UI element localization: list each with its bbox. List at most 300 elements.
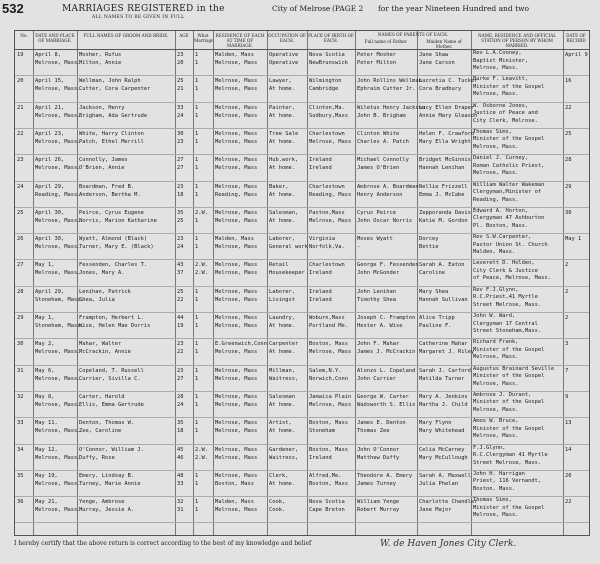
entry-birth-line: Sudbury,Mass <box>309 112 348 119</box>
entry-what-line: 2.W. <box>195 262 208 269</box>
entry-mother-line: Mary McCullough <box>419 454 468 461</box>
entry-occ <box>269 498 306 514</box>
entry-officiant-line: Minister of the Gospel <box>473 346 545 353</box>
register-entry-row <box>15 286 589 312</box>
entry-birth-line: NewBrunswick <box>309 60 348 66</box>
entry-occ-line: At home. <box>269 191 295 198</box>
entry-no <box>17 498 32 506</box>
entry-res-line: Melrose, Mass <box>215 323 258 329</box>
entry-res-line: Melrose, Mass <box>215 138 258 145</box>
certification-text: I hereby certify that the above return is correct according to the best of my knowledge and belief <box>14 540 312 547</box>
entry-age-line: 46 <box>177 454 184 461</box>
entry-names-line: Carter, Harold <box>79 393 125 400</box>
entry-birth-line: Ireland <box>309 270 332 277</box>
entry-occ-line: At home. <box>269 112 295 119</box>
entry-res-line: Melrose, Mass <box>215 157 258 164</box>
entry-names <box>79 209 174 225</box>
entry-father-line: Moses Wyatt <box>357 236 393 243</box>
entry-date-line: April 21, <box>35 104 65 111</box>
entry-no-line: 31 <box>17 367 24 374</box>
entry-res-line: Boston, Mass <box>215 480 254 487</box>
column-header: FULL NAMES OF GROOM AND BRIDE. <box>83 33 169 38</box>
entry-date-line: May 21, <box>35 499 58 506</box>
register-entry-row <box>15 470 589 496</box>
entry-names <box>79 498 174 514</box>
column-header: RESIDENCE OF EACH AT TIME OF MARRIAGE. <box>215 33 265 48</box>
entry-date-line: April 29, <box>35 183 65 190</box>
entry-res-line: Melrose, Mass <box>215 217 258 224</box>
register-entry-row <box>15 391 589 417</box>
entry-rec <box>565 498 588 506</box>
entry-age <box>177 393 192 409</box>
column-header: No. <box>20 33 28 38</box>
entry-what-line: 2.W. <box>195 270 208 277</box>
register-table <box>14 30 590 536</box>
entry-no <box>17 393 32 401</box>
entry-age-line: 25 <box>177 78 184 85</box>
entry-rec <box>565 235 588 243</box>
entry-rec <box>565 472 588 480</box>
entry-rec-line: 14 <box>565 446 572 453</box>
entry-rec-line: 22 <box>565 104 572 111</box>
entry-what <box>195 393 212 409</box>
entry-res <box>215 367 266 383</box>
entry-mother-line: Sarah A. Maxwell <box>419 472 471 479</box>
entry-father-line: George W. Carter <box>357 393 409 400</box>
entry-names <box>79 156 174 172</box>
entry-what-line: 2.W. <box>195 209 208 216</box>
entry-names-line: Emery, Lindsay B. <box>79 472 135 479</box>
entry-father-line: John O'Connor <box>357 446 400 453</box>
entry-birth-line: Norwich,Conn <box>309 375 348 382</box>
entry-date-line: Melrose, Mass. <box>35 507 81 514</box>
entry-occ-line: At home. <box>269 480 295 487</box>
entry-officiant-line: Minister of the Gospel <box>473 136 545 143</box>
entry-age-line: 32 <box>177 499 184 506</box>
entry-birth-line: Ireland <box>309 288 332 295</box>
entry-names-line: Murray, Jessie A. <box>79 507 135 514</box>
entry-officiant-line: Pl. Boston, Mass. <box>473 222 529 229</box>
entry-no <box>17 314 32 322</box>
entry-names <box>79 51 174 67</box>
entry-age-line: 35 <box>177 209 184 216</box>
parents-group-header: NAMES OF PARENTS OF EACH. <box>377 32 449 37</box>
entry-occ <box>269 261 306 277</box>
register-year: for the year Nineteen Hundred and two <box>378 4 530 13</box>
entry-mother-line: Lucretia C. Tucker <box>419 78 478 85</box>
entry-mother <box>419 446 470 462</box>
entry-birth <box>309 367 354 383</box>
entry-birth <box>309 288 354 304</box>
entry-birth-line: Stoneham <box>309 428 335 435</box>
entry-res <box>215 261 266 277</box>
entry-res-line: Melrose, Mass <box>215 104 258 111</box>
entry-occ <box>269 77 306 93</box>
entry-what <box>195 314 212 330</box>
entry-father <box>357 288 416 304</box>
entry-date-line: May 1, <box>35 315 55 321</box>
entry-occ-line: Clerk, <box>269 472 289 479</box>
entry-res-line: Melrose, Mass <box>215 349 258 356</box>
entry-occ <box>269 340 306 356</box>
entry-father-line: Matthew Duffy <box>357 454 400 461</box>
entry-age <box>177 77 192 93</box>
entry-age-line: 23 <box>177 367 184 374</box>
entry-mother-line: Hannah Sullivan <box>419 296 468 303</box>
entry-officiant <box>473 50 562 73</box>
entry-res <box>215 393 266 409</box>
entry-age-line: 27 <box>177 375 184 382</box>
entry-mother-line: Celia McCarney <box>419 446 465 453</box>
entry-mother <box>419 209 470 225</box>
entry-res <box>215 314 266 330</box>
register-entry-row <box>15 496 589 522</box>
entry-date <box>35 183 81 199</box>
entry-birth-line: Boston, Mass <box>309 446 348 453</box>
entry-father <box>357 77 422 93</box>
entry-father-line: Joseph C. Frampton <box>357 315 416 321</box>
entry-what-line: 1 <box>195 52 199 58</box>
entry-res-line: Malden, Mass <box>215 499 254 506</box>
entry-no <box>17 235 32 243</box>
entry-no <box>17 104 32 112</box>
entry-mother-line: Helen F. Crawford <box>419 130 475 137</box>
register-city: City of Melrose <box>272 4 331 13</box>
entry-res <box>215 288 266 304</box>
entry-birth-line: Norfolk,Va. <box>309 244 345 251</box>
entry-officiant <box>473 129 562 152</box>
entry-rec <box>565 288 588 296</box>
entry-no-line: 33 <box>17 420 24 427</box>
entry-date-line: April 30, <box>35 236 65 243</box>
entry-res <box>215 209 266 225</box>
entry-rec <box>565 367 588 375</box>
entry-officiant-line: William Walter Wakeman <box>473 181 545 188</box>
entry-occ-line: Hub.work, <box>269 157 299 164</box>
entry-officiant-line: Melrose, Mass. <box>473 354 519 361</box>
entry-occ-line: At home. <box>269 349 295 356</box>
entry-birth-line: Boston, Mass <box>309 341 348 348</box>
entry-officiant-line: F.J.Glynn, <box>473 444 506 451</box>
entry-rec-line: 13 <box>565 420 572 427</box>
entry-mother <box>419 340 475 356</box>
entry-father <box>357 156 416 172</box>
entry-what-line: 1 <box>195 217 199 224</box>
entry-mother-line: Hannah Lenihan <box>419 165 465 172</box>
entry-names-line: Fessenden, Charles T. <box>79 262 148 269</box>
entry-res-line: Melrose, Mass <box>215 420 258 427</box>
entry-birth-line: Boston, Mass <box>309 420 348 427</box>
entry-names-line: McCrackin, Annie <box>79 349 131 356</box>
entry-age-line: 23 <box>177 183 184 190</box>
entry-date-line: Melrose, Mass. <box>35 217 81 224</box>
entry-age <box>177 288 192 304</box>
entry-birth <box>309 183 354 199</box>
entry-mother-line: Martha J. Child <box>419 401 468 408</box>
entry-father-line: Robert Murray <box>357 507 400 514</box>
entry-names-line: Cutter, Cora Carpenter <box>79 86 151 93</box>
entry-occ-line: Painter, <box>269 104 295 111</box>
entry-date-line: Stoneham, Mass. <box>35 323 84 329</box>
entry-date-line: Melrose, Mass. <box>35 270 81 277</box>
entry-occ <box>269 393 306 409</box>
entry-birth-line: Melrose, Mass <box>309 138 352 145</box>
entry-officiant-line: John H. Harrigan <box>473 470 525 477</box>
entry-father <box>357 130 416 146</box>
entry-occ-line: Housekeeper <box>269 270 305 277</box>
entry-what-line: 1 <box>195 507 199 514</box>
entry-officiant-line: Amos W. Bruce, <box>473 418 519 425</box>
entry-no <box>17 261 32 269</box>
entry-date-line: Melrose, Mass. <box>35 138 81 145</box>
entry-no <box>17 130 32 138</box>
register-entry-row <box>15 49 589 75</box>
entry-rec <box>565 314 588 322</box>
entry-age-line: 45 <box>177 446 184 453</box>
entry-what-line: 1 <box>195 401 199 408</box>
entry-age-line: 30 <box>177 130 184 137</box>
entry-res-line: Melrose, Mass <box>215 244 258 251</box>
entry-what-line: 1 <box>195 428 199 435</box>
entry-res-line: Melrose, Mass <box>215 367 258 374</box>
entry-age-line: 24 <box>177 401 184 408</box>
entry-names-line: Norris, Marion Katharine <box>79 217 157 224</box>
entry-date-line: April 26, <box>35 157 65 164</box>
entry-what-line: 1 <box>195 420 199 427</box>
entry-rec-line: 16 <box>565 78 572 85</box>
entry-father-line: Wadsworth S. Ellis <box>357 401 416 408</box>
entry-father <box>357 419 416 435</box>
entry-names <box>79 340 174 356</box>
entry-names <box>79 288 174 304</box>
entry-occ-line: Laborer, <box>269 288 295 295</box>
entry-birth-line: Ireland <box>309 296 332 303</box>
entry-occ-line: Laundry, <box>269 315 295 321</box>
entry-birth <box>309 77 354 93</box>
entry-age-line: 33 <box>177 480 184 487</box>
entry-officiant <box>473 366 562 389</box>
entry-date-line: May 12, <box>35 446 58 453</box>
entry-father <box>357 314 416 330</box>
entry-mother <box>419 183 470 199</box>
entry-age-line: 28 <box>177 393 184 400</box>
entry-age-line: 23 <box>177 341 184 348</box>
entry-what <box>195 261 212 277</box>
entry-mother-line: Jane Major <box>419 507 452 514</box>
entry-mother-line: Mary Whitehead <box>419 428 465 435</box>
entry-occ-line: Operative <box>269 52 299 58</box>
entry-names <box>79 367 174 383</box>
register-entry-row <box>15 259 589 285</box>
entry-date-line: Melrose, Mass. <box>35 428 81 435</box>
entry-occ <box>269 314 306 330</box>
entry-occ-line: Carpenter <box>269 341 299 348</box>
entry-res-line: Melrose, Mass <box>215 130 258 137</box>
entry-father-line: James E. Denton <box>357 420 406 427</box>
entry-no <box>17 288 32 296</box>
entry-occ-line: Artist, <box>269 420 292 427</box>
entry-occ-line: At home. <box>269 86 295 93</box>
entry-mother-line: Jane Carson <box>419 60 455 66</box>
entry-names-line: Wellman, John Ralph <box>79 78 141 85</box>
entry-age-line: 23 <box>177 138 184 145</box>
entry-date <box>35 235 81 251</box>
entry-mother-line: Mary Shea <box>419 288 449 295</box>
entry-birth <box>309 446 354 462</box>
column-header: NAME, RESIDENCE AND OFFICIAL STATION OF PERSON BY WHOM MARRIED. <box>477 33 557 48</box>
entry-occ <box>269 367 306 383</box>
entry-res <box>215 235 266 251</box>
entry-occ <box>269 183 306 199</box>
entry-no-line: 28 <box>17 288 24 295</box>
entry-what-line: 1 <box>195 78 199 85</box>
entry-res-line: Melrose, Mass <box>215 288 258 295</box>
entry-what <box>195 472 212 488</box>
entry-age-line: 22 <box>177 349 184 356</box>
entry-father <box>357 472 416 488</box>
register-entry-row <box>15 444 589 470</box>
entry-rec-line: 30 <box>565 209 572 216</box>
entry-officiant-line: Thomas Sims, <box>473 128 512 135</box>
entry-father-line: James Turney <box>357 480 396 487</box>
entry-res <box>215 340 266 356</box>
entry-officiant-line: City Clerk, Melrose. <box>473 117 538 124</box>
entry-res-line: Melrose, Mass <box>215 165 258 172</box>
entry-date-line: Melrose, Mass. <box>35 349 81 356</box>
entry-date-line: May 2, <box>35 341 55 348</box>
entry-officiant-line: Daniel J. Curney, <box>473 155 529 162</box>
entry-res-line: Melrose, Mass <box>215 454 258 461</box>
column-header: PLACE OF BIRTH OF EACH. <box>308 33 354 43</box>
entry-officiant-line: of Peace, Melrose, Mass. <box>473 275 551 282</box>
register-title: MARRIAGES REGISTERED in the <box>62 4 225 14</box>
entry-officiant-line: Minister of the Gospel <box>473 373 545 380</box>
entry-birth-line: Alfred,Me. <box>309 472 342 479</box>
entry-what-line: 1 <box>195 130 199 137</box>
entry-no <box>17 156 32 164</box>
entry-rec-line: 7 <box>565 367 569 374</box>
entry-mother-line: Bettie <box>419 244 439 251</box>
entry-no-line: 22 <box>17 130 24 137</box>
entry-date <box>35 156 81 172</box>
entry-rec <box>565 419 588 427</box>
entry-rec-line: 2 <box>565 315 569 321</box>
entry-res <box>215 419 266 435</box>
entry-age-line: 20 <box>177 60 184 66</box>
entry-what-line: 2.W. <box>195 454 208 461</box>
entry-rec <box>565 393 588 401</box>
entry-no <box>17 77 32 85</box>
entry-res <box>215 183 266 199</box>
entry-mother-line: Catherine Mahar <box>419 341 468 348</box>
entry-mother <box>419 235 470 251</box>
entry-date-line: April 15, <box>35 78 65 85</box>
entry-age <box>177 367 192 383</box>
entry-age-line: 23 <box>177 236 184 243</box>
entry-what-line: 1 <box>195 323 199 329</box>
entry-father <box>357 235 416 251</box>
entry-names <box>79 261 174 277</box>
entry-res-line: Melrose, Mass <box>215 401 258 408</box>
entry-father-line: - <box>357 244 361 251</box>
entry-no <box>17 472 32 480</box>
entry-names-line: O'Connor, William J. <box>79 446 144 453</box>
entry-age-line: 18 <box>177 191 184 198</box>
entry-officiant <box>473 155 562 178</box>
entry-officiant-line: Minister of the Gospel <box>473 83 545 90</box>
entry-father <box>357 498 416 514</box>
entry-mother <box>419 498 478 514</box>
entry-names-line: Currier, Sivilla C. <box>79 375 141 382</box>
entry-occ-line: Waitress, <box>269 375 299 382</box>
entry-occ <box>269 156 306 172</box>
entry-age <box>177 51 192 67</box>
entry-res-line: Reading, Mass <box>215 191 258 198</box>
entry-occ-line: Retail <box>269 262 289 269</box>
entry-occ-line: Laborer, <box>269 236 295 243</box>
entry-birth-line: Cape Breton <box>309 507 345 514</box>
entry-occ-line: Tree Sale <box>269 130 299 137</box>
entry-father <box>357 183 419 199</box>
entry-birth <box>309 51 354 67</box>
register-entry-row <box>15 338 589 364</box>
entry-father-line: John Rollins Wellman <box>357 78 422 85</box>
entry-no <box>17 209 32 217</box>
entry-date <box>35 393 81 409</box>
entry-no <box>17 51 32 59</box>
entry-what-line: 1 <box>195 393 199 400</box>
entry-date <box>35 472 81 488</box>
register-entry-row <box>15 102 589 128</box>
entry-what-line: 1 <box>195 244 199 251</box>
entry-what-line: 2.W. <box>195 446 208 453</box>
entry-names-line: Denton, Thomas W. <box>79 420 135 427</box>
entry-officiant-line: Richard Frank, <box>473 339 519 346</box>
entry-birth <box>309 314 354 330</box>
entry-mother-line: Caroline <box>419 270 445 277</box>
entry-occ-line: At home. <box>269 217 295 224</box>
entry-age-line: 27 <box>177 157 184 164</box>
entry-officiant-line: Priest, 116 Vernandt, <box>473 478 542 485</box>
entry-rec-line: April 9 <box>565 52 588 58</box>
entry-names-line: Jones, Mary A. <box>79 270 125 277</box>
entry-father <box>357 340 416 356</box>
entry-father-line: Ambrose A. Boardman <box>357 183 419 190</box>
entry-what <box>195 183 212 199</box>
entry-date <box>35 446 81 462</box>
entry-rec <box>565 51 588 59</box>
entry-officiant-line: Rev S.W.Carpenter, <box>473 234 532 241</box>
entry-occ <box>269 288 306 304</box>
entry-date-line: May 8, <box>35 393 55 400</box>
entry-father <box>357 261 419 277</box>
entry-officiant-line: City Clerk & Justice <box>473 267 538 274</box>
entry-rec <box>565 261 588 269</box>
entry-what-line: 1 <box>195 104 199 111</box>
entry-names-line: Anderson, Bertha M. <box>79 191 141 198</box>
entry-what <box>195 419 212 435</box>
entry-date <box>35 261 81 277</box>
entry-father-line: Clinton White <box>357 130 400 137</box>
entry-names-line: Copeland, T. Russell <box>79 367 144 374</box>
entry-birth <box>309 130 354 146</box>
entry-officiant-line: R.C.Clergyman 41 Myrtle <box>473 452 548 458</box>
entry-names <box>79 393 174 409</box>
entry-mother-line: Charlotte Chandler <box>419 499 478 506</box>
entry-mother-line: Bridget McGinnis <box>419 157 471 164</box>
entry-father-line: Cyrus Peirce <box>357 209 396 216</box>
entry-mother <box>419 314 470 330</box>
